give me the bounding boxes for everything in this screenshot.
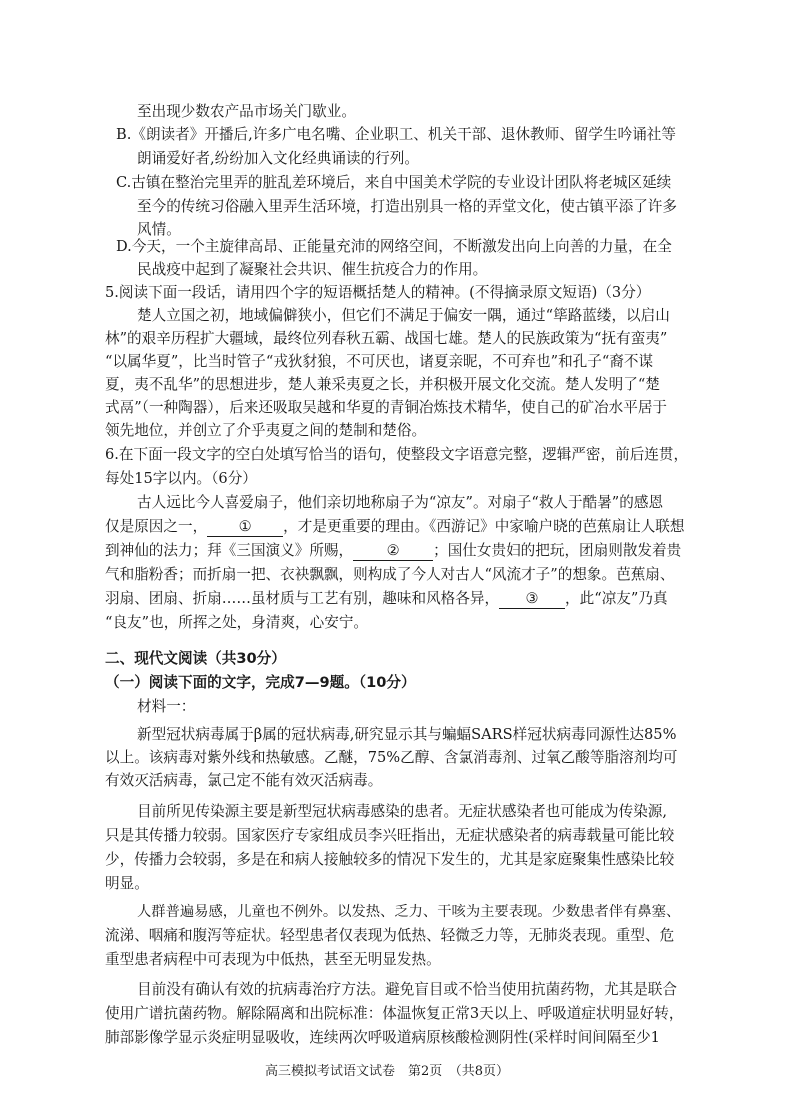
material-line: 新型冠状病毒属于β属的冠状病毒,研究显示其与蝙蝠SARS样冠状病毒同源性达85% [137,726,677,743]
section-2-subtitle: （一）阅读下面的文字，完成7—9题。（10分） [105,674,416,691]
option-b-line-2: 朗诵爱好者,纷纷加入文化经典诵读的行列。 [137,150,419,167]
answer-blank-3[interactable]: ③ [499,590,565,609]
option-b-line-1: B.《朗读者》开播后,许多广电名嘴、企业职工、机关干部、退休教师、留学生吟诵社等 [116,126,676,143]
material-line: 目前所见传染源主要是新型冠状病毒感染的患者。无症状感染者也可能成为传染源, [137,803,668,820]
material-line: 目前没有确认有效的抗病毒治疗方法。避免盲目或不恰当使用抗菌药物，尤其是联合 [137,981,677,998]
answer-blank-1[interactable]: ① [207,518,283,537]
material-line: 以上。该病毒对紫外线和热敏感。乙醚，75%乙醇、含氯消毒剂、过氧乙酸等脂溶剂均可 [105,749,678,766]
question-5-passage-line: 式鬲”（一种陶器），后来还吸取吴越和华夏的青铜冶炼技术精华，使自己的矿冶水平居于 [105,399,668,416]
passage-text: 羽扇、团扇、折扇……虽材质与工艺有别，趣味和风格各异， [105,590,500,607]
question-6-passage-line [105,517,685,537]
option-c-line-2: 至今的传统习俗融入里弄生活环境，打造出别具一格的弄堂文化，使古镇平添了许多 [137,198,677,215]
material-line: 少，传播力会较弱，多是在和病人接触较多的情况下发生的，尤其是家庭聚集性感染比较 [105,851,675,868]
material-line: 流涕、咽痛和腹泻等症状。轻型患者仅表现为低热、轻微乏力等，无肺炎表现。重型、危 [105,927,675,944]
passage-text: ，才是更重要的理由。《西游记》中家喻户晓的芭蕉扇让人联想 [283,518,685,535]
section-2-title: 二、现代文阅读（共30分） [105,650,286,667]
option-c-line-3: 风情。 [137,221,181,238]
question-6-passage-line [105,589,668,609]
question-5-passage-line: 林”的艰辛历程扩大疆域，最终位列春秋五霸、战国七雄。楚人的民族政策为“抚有蛮夷” [105,330,668,347]
option-d-line-1: D.今天，一个主旋律高昂、正能量充沛的网络空间，不断激发出向上向善的力量，在全 [116,238,672,255]
material-line: 有效灭活病毒，氯己定不能有效灭活病毒。 [105,772,383,789]
question-6-passage-line: 古人远比今人喜爱扇子，他们亲切地称扇子为“凉友”。对扇子“救人于酷暑”的感恩 [137,494,664,511]
question-5-passage-line: 楚人立国之初，地域偏僻狭小，但它们不满足于偏安一隅，通过“筚路蓝缕，以启山 [137,307,670,324]
passage-text: 仅是原因之一， [105,518,208,535]
question-6-passage-line: 气和脂粉香；而折扇一把、衣袂飘飘，则构成了今人对古人“风流才子”的想象。芭蕉扇、 [105,566,675,583]
option-c-line-1: C.古镇在整治完里弄的脏乱差环境后，来自中国美术学院的专业设计团队将老城区延续 [116,174,672,191]
option-a-continuation: 至出现少数农产品市场关门歇业。 [137,103,356,120]
question-6-passage-line: “良友”也，所挥之处，身清爽，心安宁。 [105,614,369,631]
passage-text: ；国仕女贵妇的把玩，团扇则散发着贵 [433,542,682,559]
material-line: 人群普遍易感，儿童也不例外。以发热、乏力、干咳为主要表现。少数患者伴有鼻塞、 [137,904,681,920]
answer-blank-2[interactable]: ② [353,542,433,561]
question-5-stem: 5.阅读下面一段话，请用四个字的短语概括楚人的精神。(不得摘录原文短语)（3分） [105,284,651,301]
question-5-passage-line: “以属华夏”，比当时管子“戎狄豺狼，不可厌也，诸夏亲昵，不可弃也”和孔子“裔不谋 [105,353,654,370]
material-line: 只是其传播力较弱。国家医疗专家组成员李兴旺指出，无症状感染者的病毒载量可能比较 [105,827,675,844]
material-line: 明显。 [105,875,149,892]
question-5-passage-line: 夏，夷不乱华”的思想进步，楚人兼采夷夏之长，并积极开展文化交流。楚人发明了“楚 [105,376,660,393]
question-6-passage-line [105,541,681,561]
option-d-line-2: 民战疫中起到了凝聚社会共识、催生抗疫合力的作用。 [137,261,488,278]
question-6-stem-line-2: 每处15字以内。（6分） [105,470,257,487]
material-line: 重型患者病程中可表现为中低热，甚至无明显发热。 [105,951,441,968]
passage-text: 到神仙的法力；拜《三国演义》所赐， [105,542,354,559]
material-line: 使用广谱抗菌药物。解除隔离和出院标准：体温恢复正常3天以上、呼吸道症状明显好转， [105,1005,684,1022]
material-label: 材料一： [137,698,196,715]
passage-text: ，此“凉友”乃真 [565,590,668,607]
question-6-stem-line-1: 6.在下面一段文字的空白处填写恰当的语句，使整段文字语意完整，逻辑严密，前后连贯， [105,446,689,463]
page-footer: 高三模拟考试语文试卷 第2页 （共8页） [265,1064,510,1079]
question-5-passage-line: 领先地位，并创立了介乎夷夏之间的楚制和楚俗。 [105,422,427,439]
material-line: 肺部影像学显示炎症明显吸收，连续两次呼吸道病原核酸检测阴性(采样时间间隔至少1 [105,1029,660,1046]
